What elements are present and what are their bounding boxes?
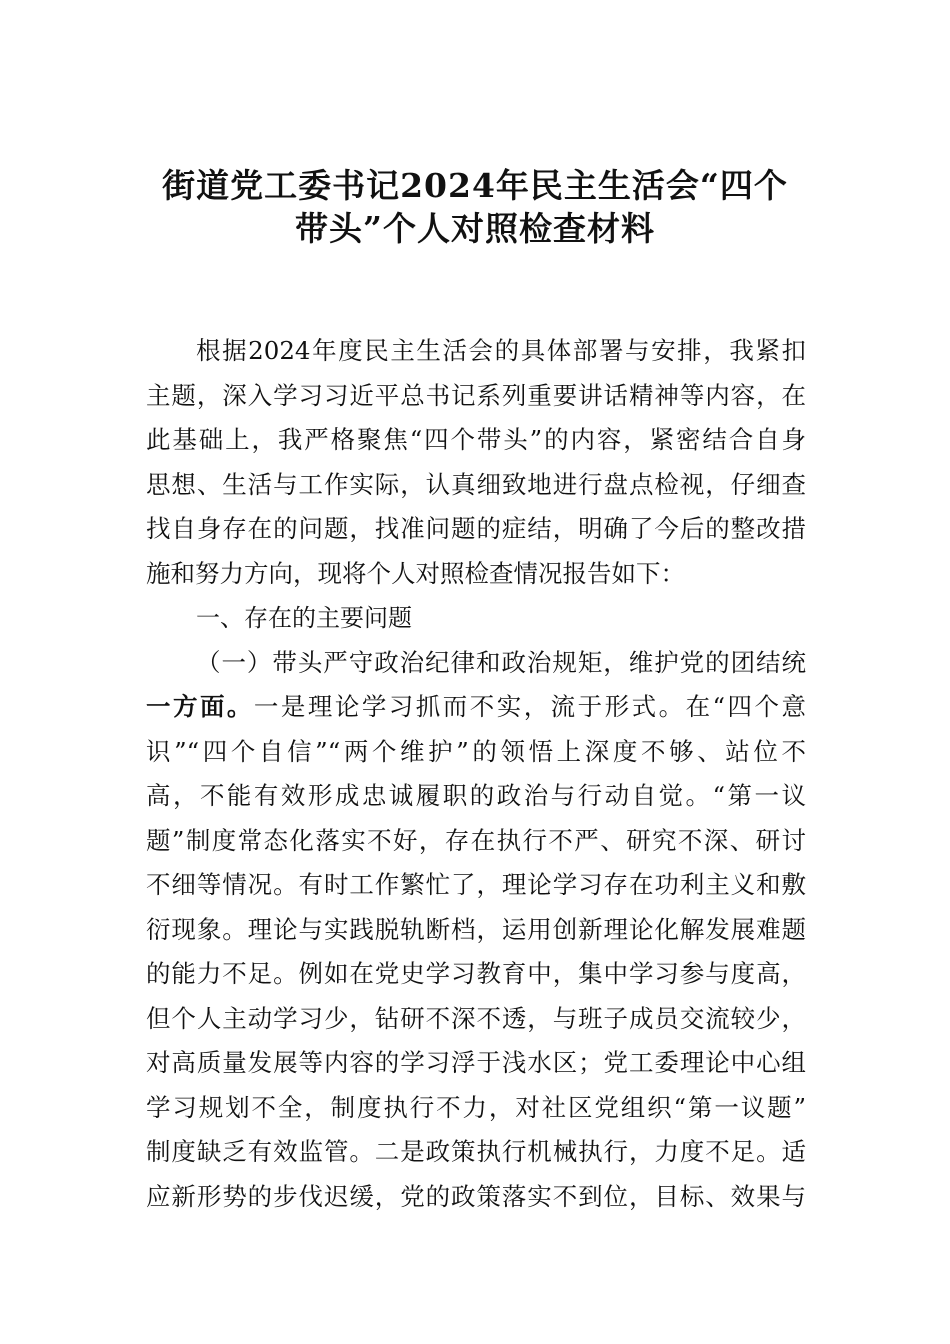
intro-line: 施和努力方向，现将个人对照检查情况报告如下： — [146, 558, 685, 588]
intro-line: 此基础上，我严格聚焦“四个带头”的内容，紧密结合自身 — [146, 425, 806, 454]
body-line: 对高质量发展等内容的学习浮于浅水区；党工委理论中心组 — [146, 1048, 806, 1077]
body-line: 应新形势的步伐迟缓，党的政策落实不到位，目标、效果与 — [146, 1181, 806, 1211]
body-line-start: 一是理论学习抓而不实，流于形式。在“四个意 — [253, 692, 807, 721]
body-line: 但个人主动学习少，钻研不深不透，与班子成员交流较少， — [146, 1003, 806, 1033]
intro-line: 主题，深入学习习近平总书记系列重要讲话精神等内容，在 — [146, 380, 806, 410]
document-title-line-1: 街道党工委书记2024年民主生活会“四个 — [162, 166, 788, 205]
body-line: 题”制度常态化落实不好，存在执行不严、研究不深、研讨 — [146, 825, 806, 855]
body-line: 的能力不足。例如在党史学习教育中，集中学习参与度高， — [146, 959, 806, 988]
intro-line: 根据2024年度民主生活会的具体部署与安排，我紧扣 — [196, 336, 806, 365]
intro-line: 思想、生活与工作实际，认真细致地进行盘点检视，仔细查 — [146, 469, 806, 499]
body-line: 学习规划不全，制度执行不力，对社区党组织“第一议题” — [146, 1092, 806, 1122]
subsection-heading-end: 一方面。 — [146, 692, 254, 721]
document-title-line-2: 带头”个人对照检查材料 — [295, 209, 655, 248]
body-line: 衍现象。理论与实践脱轨断档，运用创新理论化解发展难题 — [146, 914, 806, 944]
body-line: 识”“四个自信”“两个维护”的领悟上深度不够、站位不 — [146, 736, 806, 766]
body-line: 制度缺乏有效监管。二是政策执行机械执行，力度不足。适 — [146, 1137, 806, 1166]
body-line: 不细等情况。有时工作繁忙了，理论学习存在功利主义和敷 — [146, 870, 806, 899]
subsection-heading-continued — [146, 685, 806, 730]
body-line: 高，不能有效形成忠诚履职的政治与行动自觉。“第一议 — [146, 781, 806, 810]
document-body — [146, 329, 806, 1219]
section-heading: 一、存在的主要问题 — [196, 604, 412, 632]
intro-line: 找自身存在的问题，找准问题的症结，明确了今后的整改措 — [146, 514, 806, 543]
subsection-heading: （一）带头严守政治纪律和政治规矩，维护党的团结统 — [196, 647, 806, 677]
